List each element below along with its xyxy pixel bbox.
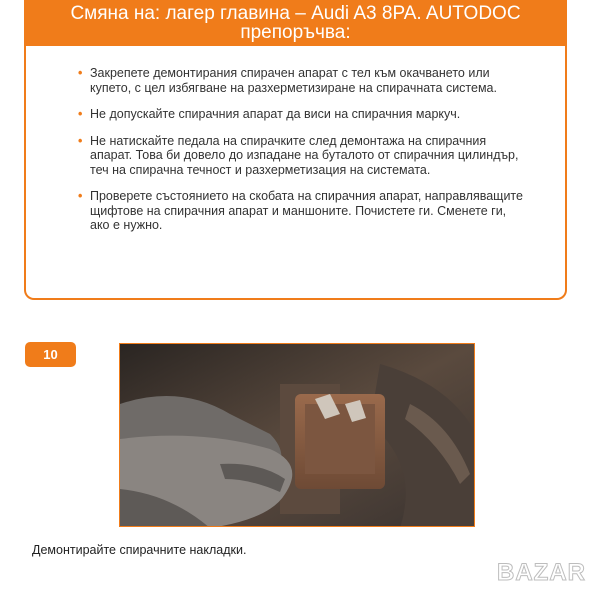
tip-item-text: Проверете състоянието на скобата на спирачния апарат, направляващите щифтове на спирачния апарат и маншоните. Почистете ги. Сменете ги, ако е нужно. [90, 189, 523, 232]
tip-list [78, 66, 528, 245]
tip-title-line2: препоръчва: [240, 22, 351, 43]
tip-header [24, 0, 567, 46]
step-photo [119, 343, 475, 527]
bullet-icon: • [78, 66, 83, 80]
bazar-watermark-logo [493, 553, 591, 589]
bullet-icon: • [78, 107, 83, 121]
tip-item-text: Не допускайте спирачния апарат да виси на спирачния маркуч. [90, 107, 461, 121]
tip-item [78, 134, 528, 178]
step-number-badge: 10 [25, 342, 76, 367]
step-caption: Демонтирайте спирачните накладки. [32, 543, 247, 557]
tip-item-text: Не натискайте педала на спирачките след демонтажа на спирачния апарат. Това би довело до изпадане на буталото от спирачния цилиндър, теч на спирачна течност и разхерметизация на системата. [90, 133, 519, 177]
bullet-icon: • [78, 133, 83, 148]
watermark-text: BAZAR [497, 559, 586, 586]
tip-item [78, 189, 528, 233]
tip-item [78, 66, 528, 95]
brake-caliper-photo [120, 344, 475, 527]
tip-title-line1: Смяна на: лагер главина – Audi A3 8PA. AUTODOC [70, 3, 521, 24]
bullet-icon: • [78, 189, 83, 203]
tip-item-text: Закрепете демонтирания спирачен апарат с тел към окачването или купето, с цел избягване на разхерметизиране на спирачната система. [90, 66, 497, 95]
tip-item [78, 107, 528, 122]
